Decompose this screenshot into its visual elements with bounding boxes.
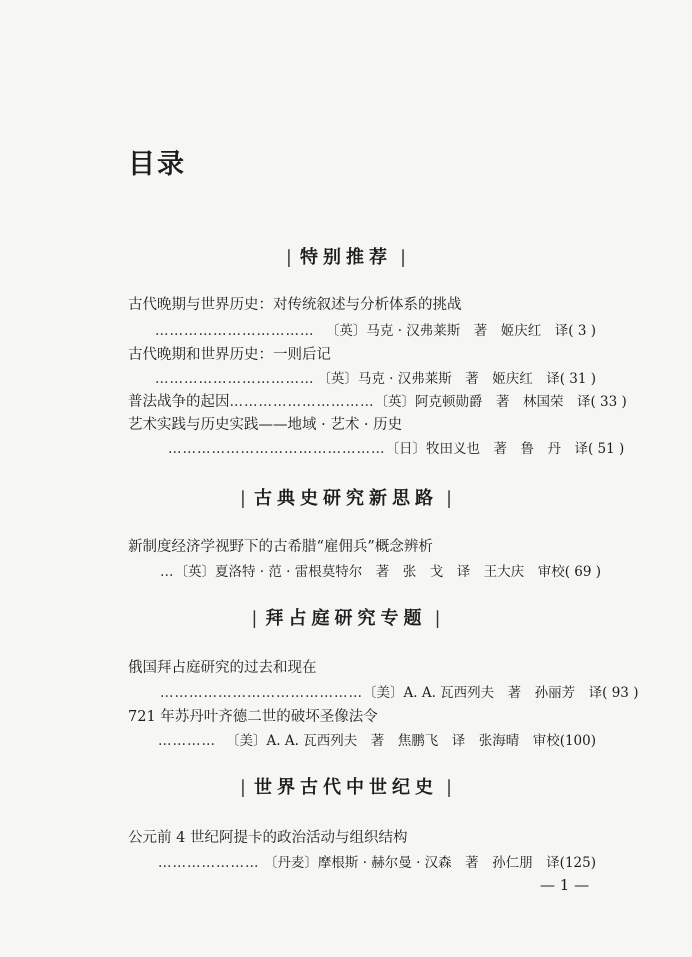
dot-leader: ………………………… <box>229 394 375 410</box>
dot-leader: …………………………………… <box>160 685 363 701</box>
entry-credit: 〔英〕夏洛特 · 范 · 雷根莫特尔 著 张 戈 译 王大庆 审校( 69 ) <box>174 564 602 580</box>
entry-title: 古代晚期与世界历史：对传统叙述与分析体系的挑战 <box>128 297 462 313</box>
entry-credit-line <box>158 851 596 871</box>
dot-leader: ………… <box>158 733 216 749</box>
entry-title: 721 年苏丹叶齐德二世的破坏圣像法令 <box>128 709 378 725</box>
entry-title: 普法战争的起因 <box>128 394 230 410</box>
dot-leader: ……………………………………… <box>168 441 386 457</box>
entry-credit: 〔丹麦〕摩根斯 · 赫尔曼 · 汉森 著 孙仁朋 译(125) <box>263 855 596 871</box>
entry-credit: 〔英〕阿克顿勋爵 著 林国荣 译( 33 ) <box>374 394 627 410</box>
section-heading-text: 古典史研究新思路 <box>254 488 438 509</box>
entry-credit-line <box>155 319 596 339</box>
section-heading-classics: | 古典史研究新思路 | <box>239 488 453 509</box>
entry-title: 古代晚期和世界历史：一则后记 <box>128 347 331 363</box>
page-number: — 1 — <box>540 876 590 894</box>
section-heading-text: 拜占庭研究专题 <box>265 608 427 629</box>
dot-leader: … <box>160 564 175 580</box>
entry-title: 公元前 4 世纪阿提卡的政治活动与组织结构 <box>128 830 408 846</box>
dot-leader: …………………………… <box>155 371 315 387</box>
entry-title: 艺术实践与历史实践——地域 · 艺术 · 历史 <box>128 417 403 433</box>
entry-credit: 〔美〕A. A. 瓦西列夫 著 孙丽芳 译( 93 ) <box>363 685 639 701</box>
section-heading-text: 世界古代中世纪史 <box>254 777 438 798</box>
dot-leader: ………………… <box>158 855 260 871</box>
section-heading-text: 特别推荐 <box>300 247 392 268</box>
entry-credit-line <box>155 367 596 387</box>
entry-title: 俄国拜占庭研究的过去和现在 <box>128 660 317 676</box>
section-heading-special: | 特别推荐 | <box>285 247 407 268</box>
entry-credit-line <box>160 560 602 580</box>
section-heading-byzantine: | 拜占庭研究专题 | <box>251 608 441 629</box>
entry-credit-line <box>160 681 639 701</box>
entry-credit: 〔美〕A. A. 瓦西列夫 著 焦鹏飞 译 张海晴 审校(100) <box>226 733 596 749</box>
section-heading-ancient-medieval: | 世界古代中世纪史 | <box>239 777 453 798</box>
entry-inline-line <box>128 390 627 411</box>
entry-credit: 〔日〕牧田义也 著 鲁 丹 译( 51 ) <box>385 441 625 457</box>
entry-credit: 〔英〕马克 · 汉弗莱斯 著 姬庆红 译( 31 ) <box>317 371 596 387</box>
entry-credit-line <box>168 437 625 457</box>
page-title: 目录 <box>128 149 186 180</box>
entry-credit-line <box>158 729 596 749</box>
dot-leader: …………………………… <box>155 323 315 339</box>
entry-credit: 〔英〕马克 · 汉弗莱斯 著 姬庆红 译( 3 ) <box>325 323 596 339</box>
entry-title: 新制度经济学视野下的古希腊“雇佣兵”概念辨析 <box>128 539 433 555</box>
